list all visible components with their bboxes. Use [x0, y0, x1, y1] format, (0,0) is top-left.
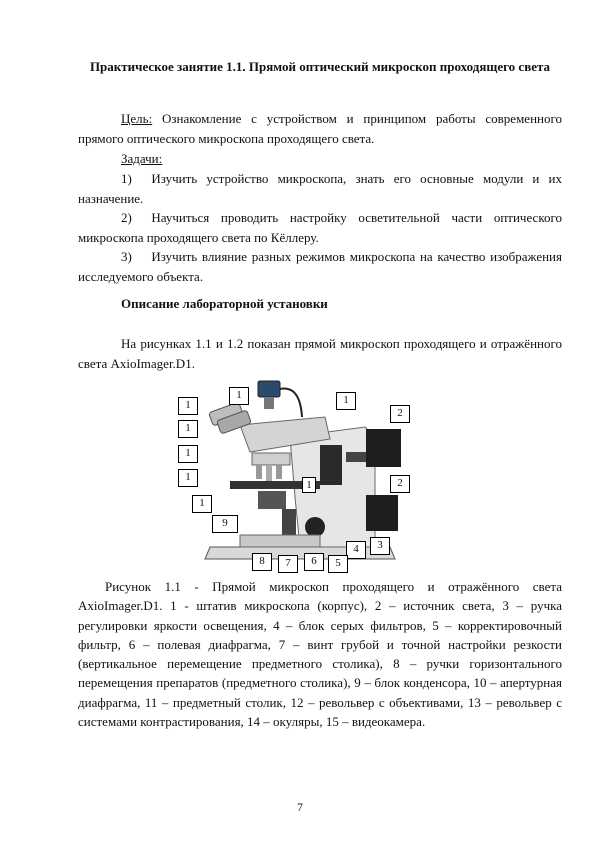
task-item-3: [78, 247, 562, 287]
goal-label: Цель:: [121, 111, 153, 126]
task-text: Научиться проводить настройку осветительной части оптического микроскопа проходящего света по Кёллеру.: [78, 210, 562, 245]
callout-label: 1: [178, 445, 198, 463]
task-text: Изучить влияние разных режимов микроскопа на качество изображения исследуемого объекта.: [78, 249, 562, 284]
page-title: Практическое занятие 1.1. Прямой оптический микроскоп проходящего света: [89, 59, 551, 74]
callout-label: 1: [178, 469, 198, 487]
callout-label: 3: [370, 537, 390, 555]
task-number: 3): [121, 249, 132, 264]
callout-label: 5: [328, 555, 348, 573]
task-number: 2): [121, 210, 132, 225]
callout-label: 1: [302, 477, 316, 493]
callout-label: 1: [336, 392, 356, 410]
task-item-1: [78, 169, 562, 209]
tasks-label: Задачи:: [121, 151, 163, 166]
task-number: 1): [121, 171, 132, 186]
callout-label: 8: [252, 553, 272, 571]
callout-label: 2: [390, 475, 410, 493]
callout-label: 6: [304, 553, 324, 571]
section-heading: Описание лабораторной установки: [121, 296, 328, 311]
callout-label: 2: [390, 405, 410, 423]
goal-paragraph: [78, 109, 562, 149]
page-number: 7: [297, 800, 303, 814]
callout-label: 1: [178, 397, 198, 415]
intro-paragraph: На рисунках 1.1 и 1.2 показан прямой микроскоп проходящего и отражённого света AxioImager.D1.: [78, 336, 562, 371]
callout-label: 1: [178, 420, 198, 438]
callout-label: 1: [229, 387, 249, 405]
tasks-heading: [78, 149, 562, 169]
callout-label: 1: [192, 495, 212, 513]
task-item-2: [78, 208, 562, 248]
callout-label: 7: [278, 555, 298, 573]
goal-text: Ознакомление с устройством и принципом работы современного прямого оптического микроскопа проходящего света.: [78, 111, 562, 146]
task-text: Изучить устройство микроскопа, знать его основные модули и их назначение.: [78, 171, 562, 206]
callout-label: 4: [346, 541, 366, 559]
figure-caption: Рисунок 1.1 - Прямой микроскоп проходящего и отражённого света AxioImager.D1. 1 - штатив микроскопа (корпус), 2 – источник света, 3 – ручка регулировки яркости освещения, 4 – блок серых фильтров, 5 – корректировочный фильтр, 6 – полевая диафрагма, 7 – винт грубой и точной настройки резкости (вертикальное перемещение предметного столика), 8 – ручки горизонтального перемещения препаратов (предметного столика), 9 – блок конденсора, 10 – апертурная диафрагма, 11 – предметный столик, 12 – револьвер с объективами, 13 – револьвер с системами контрастирования, 14 – окуляры, 15 – видеокамера.: [78, 579, 562, 730]
callout-label: 9: [212, 515, 238, 533]
microscope-figure: [170, 377, 420, 574]
